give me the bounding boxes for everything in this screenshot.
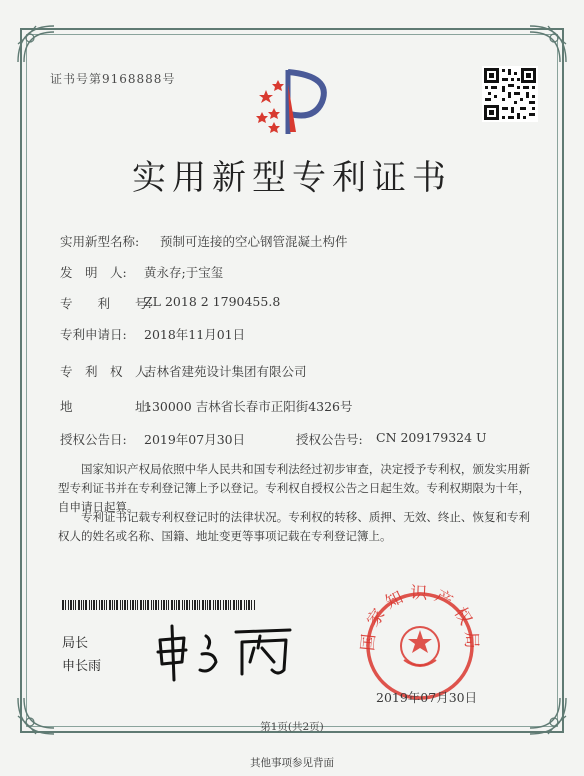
inventor-label: 发 明 人: (60, 265, 127, 280)
signatory-title: 局长 (62, 636, 89, 651)
utility-model-name-value: 预制可连接的空心钢管混凝土构件 (160, 234, 348, 249)
patentee-label: 专 利 权 人: (60, 364, 152, 379)
address-value: 130000 吉林省长春市正阳街4326号 (144, 399, 353, 414)
page-number: 第1页(共2页) (260, 721, 324, 733)
application-date-label: 专利申请日: (60, 327, 127, 342)
inventor-value: 黄永存;于宝玺 (144, 265, 224, 280)
application-date-value: 2018年11月01日 (144, 327, 246, 342)
patent-office-logo (252, 66, 334, 138)
barcode-strip (62, 600, 258, 610)
seal-text: 国家知识产权局 (358, 583, 482, 655)
utility-model-name-label: 实用新型名称: (60, 234, 140, 249)
announcement-number-label: 授权公告号: (296, 432, 363, 447)
legal-status-paragraph: 专利证书记载专利权登记时的法律状况。专利权的转移、质押、无效、终止、恢复和专利权人的姓名或名称、国籍、地址变更等事项记载在专利登记簿上。 (58, 510, 530, 543)
address-label: 地 址: (60, 399, 152, 414)
patent-number-value: ZL 2018 2 1790455.8 (144, 294, 281, 309)
announcement-number-value: CN 209179324 U (376, 430, 487, 445)
footer-note: 其他事项参见背面 (250, 757, 334, 769)
certificate-number: 证书号第9168888号 (50, 72, 176, 86)
corner-ornament-top-left (14, 22, 60, 68)
seal-date: 2019年07月30日 (376, 690, 478, 705)
announcement-date-label: 授权公告日: (60, 432, 127, 447)
signatory-name: 申长雨 (62, 659, 102, 674)
qr-code (482, 66, 538, 122)
patentee-value: 吉林省建苑设计集团有限公司 (144, 364, 307, 379)
patent-number-label: 专 利 号: (60, 296, 152, 311)
official-seal-stamp (342, 576, 498, 700)
grant-statement-paragraph: 国家知识产权局依照中华人民共和国专利法经过初步审查，决定授予专利权，颁发实用新型专利证书并在专利登记簿上予以登记。专利权自授权公告之日起生效。专利权期限为十年，自申请日起算。 (58, 462, 530, 514)
announcement-date-value: 2019年07月30日 (144, 432, 246, 447)
certificate-title: 实用新型专利证书 (132, 158, 452, 198)
corner-ornament-top-right (524, 22, 570, 68)
handwritten-signature (150, 618, 300, 684)
